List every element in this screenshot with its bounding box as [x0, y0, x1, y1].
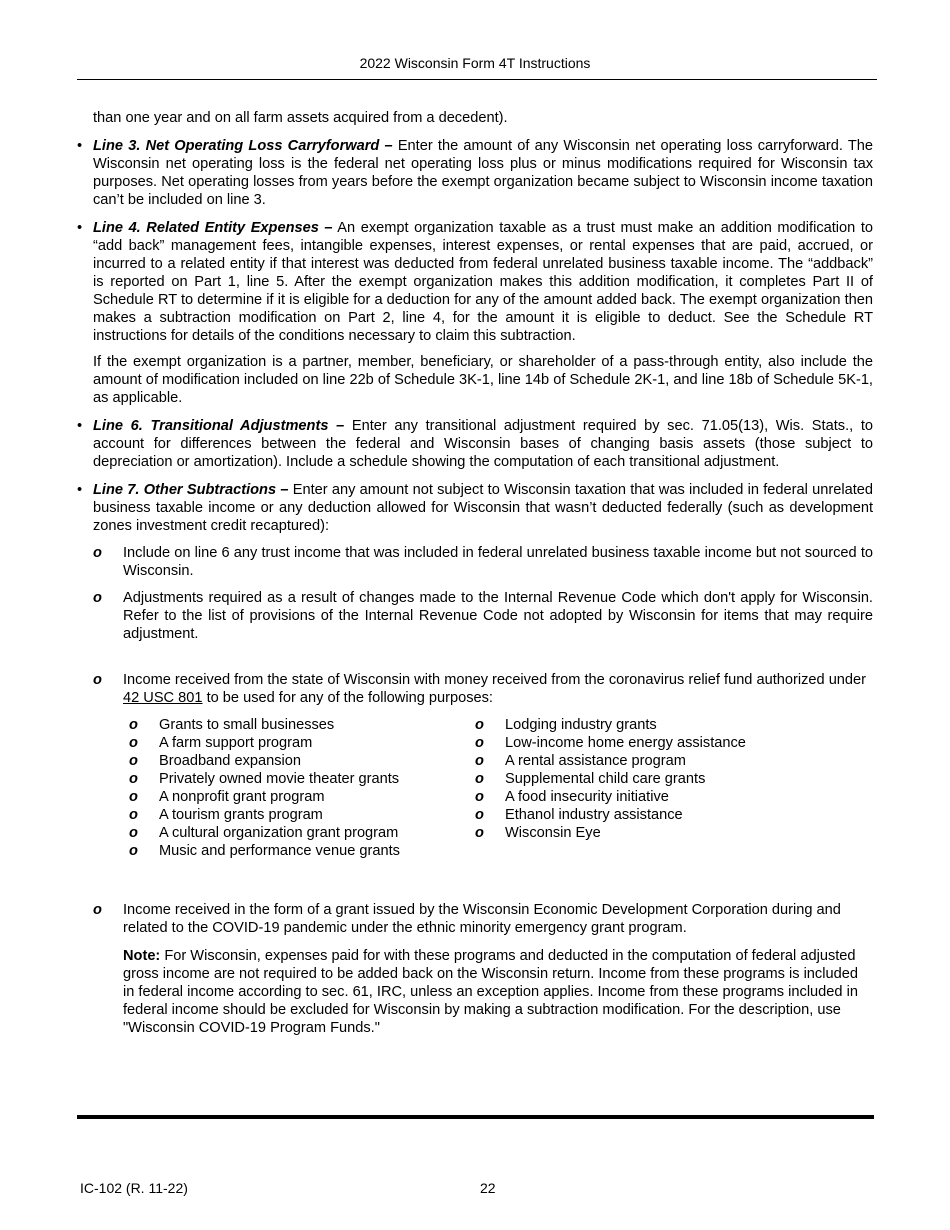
line3-text: Enter the amount of any Wisconsin net operating loss carryforward. The Wisconsin net operating loss is the federal net operating loss plus or minus modifications required for Wisconsin tax purposes. Net operating losses from years before the exempt organization became subject to Wisconsin income taxation can’t be included on line 3.: [93, 138, 873, 208]
line4-item: [77, 219, 873, 345]
line7-item: [77, 481, 873, 535]
line7-sub-item: [77, 544, 873, 580]
sub-bullet-icon: o: [475, 717, 484, 733]
page-content: [77, 109, 873, 1037]
usc-link[interactable]: 42 USC 801: [123, 690, 203, 706]
list-item: o Ethanol industry assistance: [475, 807, 683, 823]
line7-sub1-text: Include on line 6 any trust income that was included in federal unrelated business taxable income but not sourced to Wisconsin.: [123, 545, 873, 579]
note-text: For Wisconsin, expenses paid for with these programs and deducted in the computation of federal adjusted gross income are not required to be added back on the Wisconsin return. Income from these programs is included in federal income according to sec. 61, IRC, unless an exception applies. Income from these programs included in federal income should be excluded for Wisconsin by making a subtraction modification. For the description, use "Wisconsin COVID-19 Program Funds.": [123, 948, 858, 1036]
sub-bullet-icon: o: [93, 590, 102, 606]
form-id: IC-102 (R. 11-22): [80, 1180, 188, 1196]
bullet-icon: •: [77, 138, 83, 154]
sub-bullet-icon: o: [129, 825, 138, 841]
line7-sub2-text: Adjustments required as a result of changes made to the Internal Revenue Code which don't apply for Wisconsin. Refer to the list of provisions of the Internal Revenue Code not adopted by Wisconsin for items that may require adjustment.: [123, 590, 873, 642]
bullet-icon: •: [77, 482, 83, 498]
sub-bullet-icon: o: [129, 735, 138, 751]
list-item: o Music and performance venue grants: [129, 843, 400, 859]
sub-bullet-icon: o: [475, 753, 484, 769]
line7-text: Enter any amount not subject to Wisconsin taxation that was included in federal unrelated business taxable income or any deduction allowed for Wisconsin that wasn’t deducted federally (such as development zones investment credit recaptured):: [93, 482, 873, 534]
sub-bullet-icon: o: [93, 545, 102, 561]
bullet-icon: •: [77, 418, 83, 434]
list-item: o A cultural organization grant program: [129, 825, 399, 841]
list-item: o Wisconsin Eye: [475, 825, 601, 841]
sub-bullet-icon: o: [475, 789, 484, 805]
list-item: o A nonprofit grant program: [129, 789, 325, 805]
sub-bullet-icon: o: [93, 902, 102, 918]
list-item: o A farm support program: [129, 735, 313, 751]
sub-bullet-icon: o: [129, 789, 138, 805]
intro-text: than one year and on all farm assets acquired from a decedent).: [93, 110, 508, 126]
sub-bullet-icon: o: [475, 735, 484, 751]
list-item: o Low-income home energy assistance: [475, 735, 746, 751]
sub-bullet-icon: o: [93, 672, 102, 688]
line4-pass-through-text: If the exempt organization is a partner, member, beneficiary, or shareholder of a pass-through entity, also include the amount of modification included on line 22b of Schedule 3K-1, line 14b of Schedule 2K-1, and line 18b of Schedule 5K-1, as applicable.: [93, 354, 873, 406]
line6-text: Enter any transitional adjustment required by sec. 71.05(13), Wis. Stats., to account for differences between the federal and Wisconsin bases of changing basis assets (those subject to depreciation or amortization). Include a schedule showing the computation of each transitional adjustment.: [93, 418, 874, 470]
line7-sub4-text: Income received in the form of a grant issued by the Wisconsin Economic Development Corporation during and related to the COVID-19 pandemic under the ethnic minority emergency grant program.: [123, 902, 841, 936]
page-header: 2022 Wisconsin Form 4T Instructions: [359, 55, 591, 71]
list-item: o Supplemental child care grants: [475, 771, 706, 787]
sub-bullet-icon: o: [129, 807, 138, 823]
header-rule: [77, 79, 877, 80]
note-label: Note:: [123, 948, 161, 964]
sub-bullet-icon: o: [129, 717, 138, 733]
line3-item: [77, 137, 873, 209]
list-item: o Privately owned movie theater grants: [129, 771, 400, 787]
line7-sub-item: [77, 901, 873, 937]
sub-bullet-icon: o: [129, 771, 138, 787]
list-item: o Grants to small businesses: [129, 717, 335, 733]
line7-sub-item: [77, 589, 873, 643]
purposes-right-column: [475, 716, 821, 860]
line3-term: Line 3. Net Operating Loss Carryforward –: [93, 138, 393, 154]
purposes-list: [77, 716, 873, 860]
sub-bullet-icon: o: [475, 825, 484, 841]
page-number: 22: [480, 1180, 496, 1196]
footer-rule: [77, 1115, 874, 1119]
line7-sub3-text: Income received from the state of Wisconsin with money received from the coronavirus relief fund authorized under: [123, 672, 867, 688]
purposes-left-column: [129, 716, 475, 860]
list-item: o Broadband expansion: [129, 753, 301, 769]
line6-term: Line 6. Transitional Adjustments –: [93, 418, 345, 434]
sub-bullet-icon: o: [129, 753, 138, 769]
list-item: o Lodging industry grants: [475, 717, 657, 733]
list-item: o A tourism grants program: [129, 807, 323, 823]
covid-note: [77, 947, 873, 1037]
line7-sub3-text-end: to be used for any of the following purposes:: [206, 690, 493, 706]
line6-item: [77, 417, 873, 471]
line4-text: An exempt organization taxable as a trust must make an addition modification to “add back” management fees, intangible expenses, interest expenses, or rental expenses that are paid, accrued, or incurred to a related entity if that interest was deducted from federal unrelated business taxable income. The “addback” is reported on Part 1, line 5. After the exempt organization makes this addition modification, it completes Part II of Schedule RT to determine if it is eligible for a deduction for any of the amount added back. The exempt organization then makes a subtraction modification on Part 2, line 4, for the amount it is eligible to deduct. See the Schedule RT instructions for details of the conditions necessary to claim this subtraction.: [93, 220, 873, 344]
line7-sub-item: [77, 671, 873, 707]
bullet-icon: •: [77, 220, 83, 236]
list-item: o A food insecurity initiative: [475, 789, 669, 805]
sub-bullet-icon: o: [129, 843, 138, 859]
line7-term: Line 7. Other Subtractions –: [93, 482, 289, 498]
sub-bullet-icon: o: [475, 807, 484, 823]
list-item: o A rental assistance program: [475, 753, 686, 769]
sub-bullet-icon: o: [475, 771, 484, 787]
line4-term: Line 4. Related Entity Expenses –: [93, 220, 333, 236]
